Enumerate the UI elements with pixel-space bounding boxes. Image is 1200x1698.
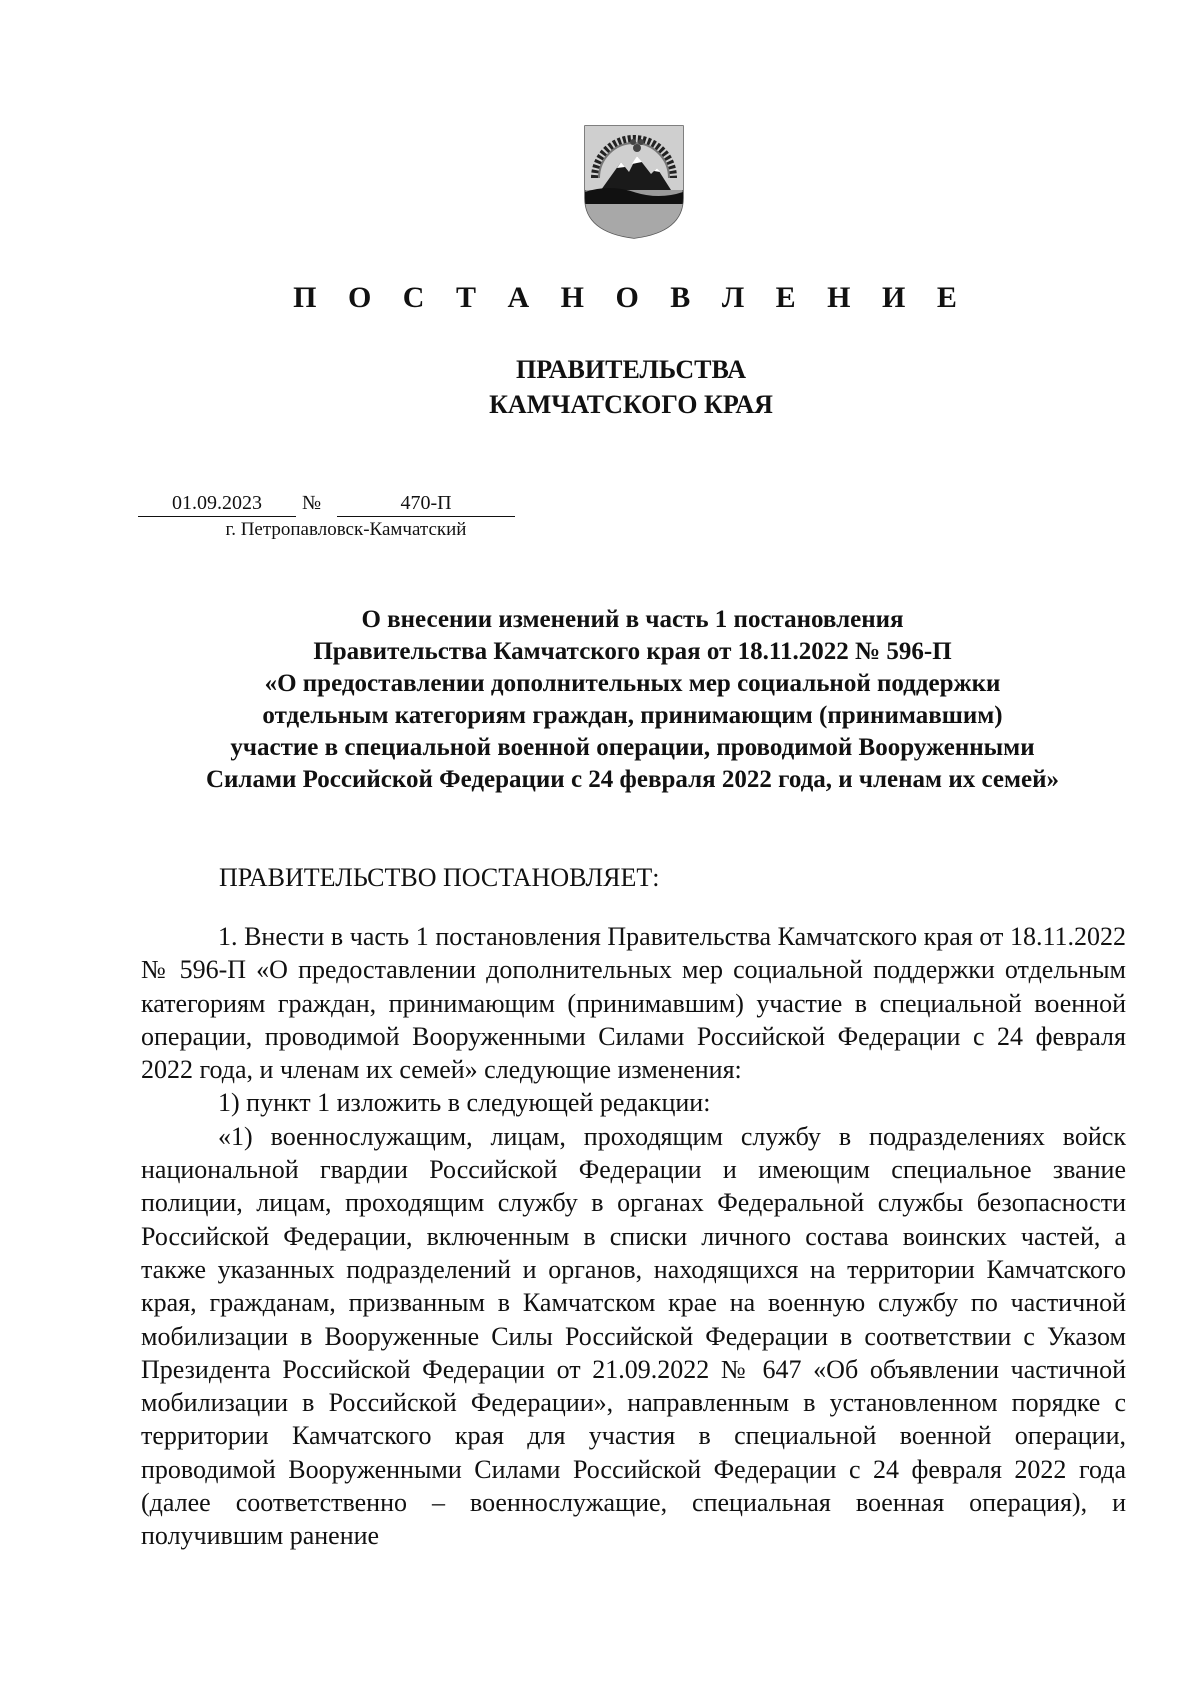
document-body [141,920,1126,1553]
document-number: 470-П [337,490,515,517]
body-paragraph: 1. Внести в часть 1 постановления Правительства Камчатского края от 18.11.2022 № 596-П «О предоставлении дополнительных мер социальной поддержки отдельным категориям граждан, принимающим (принимавшим) участие в специальной военной операции, проводимой Вооруженными Силами Российской Федерации с 24 февраля 2022 года, и членам их семей» следующие изменения: [141,922,1126,1085]
subject-line: «О предоставлении дополнительных мер социальной поддержки [264,670,1001,697]
issuing-authority-line: ПРАВИТЕЛЬСТВА [516,355,746,384]
subject-line: Силами Российской Федерации с 24 февраля 2022 года, и членам их семей» [205,766,1060,793]
body-paragraph: «1) военнослужащим, лицам, проходящим службу в подразделениях войск национальной гвардии Российской Федерации и имеющим специальное звание полиции, лицам, проходящим службу в органах Федеральной службы безопасности Российской Федерации, включенным в списки личного состава воинских частей, а также указанных подразделений и органов, находящихся на территории Камчатского края, гражданам, призванным в Камчатском крае на военную службу по частичной мобилизации в Вооруженные Силы Российской Федерации в соответствии с Указом Президента Российской Федерации от 21.09.2022 № 647 «Об объявлении частичной мобилизации в Российской Федерации», направленным в установленном порядке с территории Камчатского края для участия в специальной военной операции, проводимой Вооруженными Силами Российской Федерации с 24 февраля 2022 года (далее соответственно – военнослужащие, специальная военная операция), и получившим ранение [141,1121,1126,1551]
issuing-authority [0,352,1200,422]
document-city: г. Петропавловск-Камчатский [225,519,467,540]
subject-line: участие в специальной военной операции, проводимой Вооруженными [230,734,1035,761]
issuing-authority-line: КАМЧАТСКОГО КРАЯ [489,390,773,419]
kamchatka-coat-of-arms-emblem [579,112,689,240]
document-date: 01.09.2023 [138,490,296,517]
body-paragraph: 1) пункт 1 изложить в следующей редакции: [218,1088,711,1118]
subject-line: Правительства Камчатского края от 18.11.2022 № 596-П [313,638,952,665]
document-title: П О С Т А Н О В Л Е Н И Е [293,281,969,314]
number-label: № [302,492,322,514]
subject-line: О внесении изменений в часть 1 постановления [361,606,904,633]
subject-line: отдельным категориям граждан, принимающим (принимавшим) [262,702,1003,729]
document-subject [140,604,1125,796]
decree-statement: ПРАВИТЕЛЬСТВО ПОСТАНОВЛЯЕТ: [219,863,660,892]
